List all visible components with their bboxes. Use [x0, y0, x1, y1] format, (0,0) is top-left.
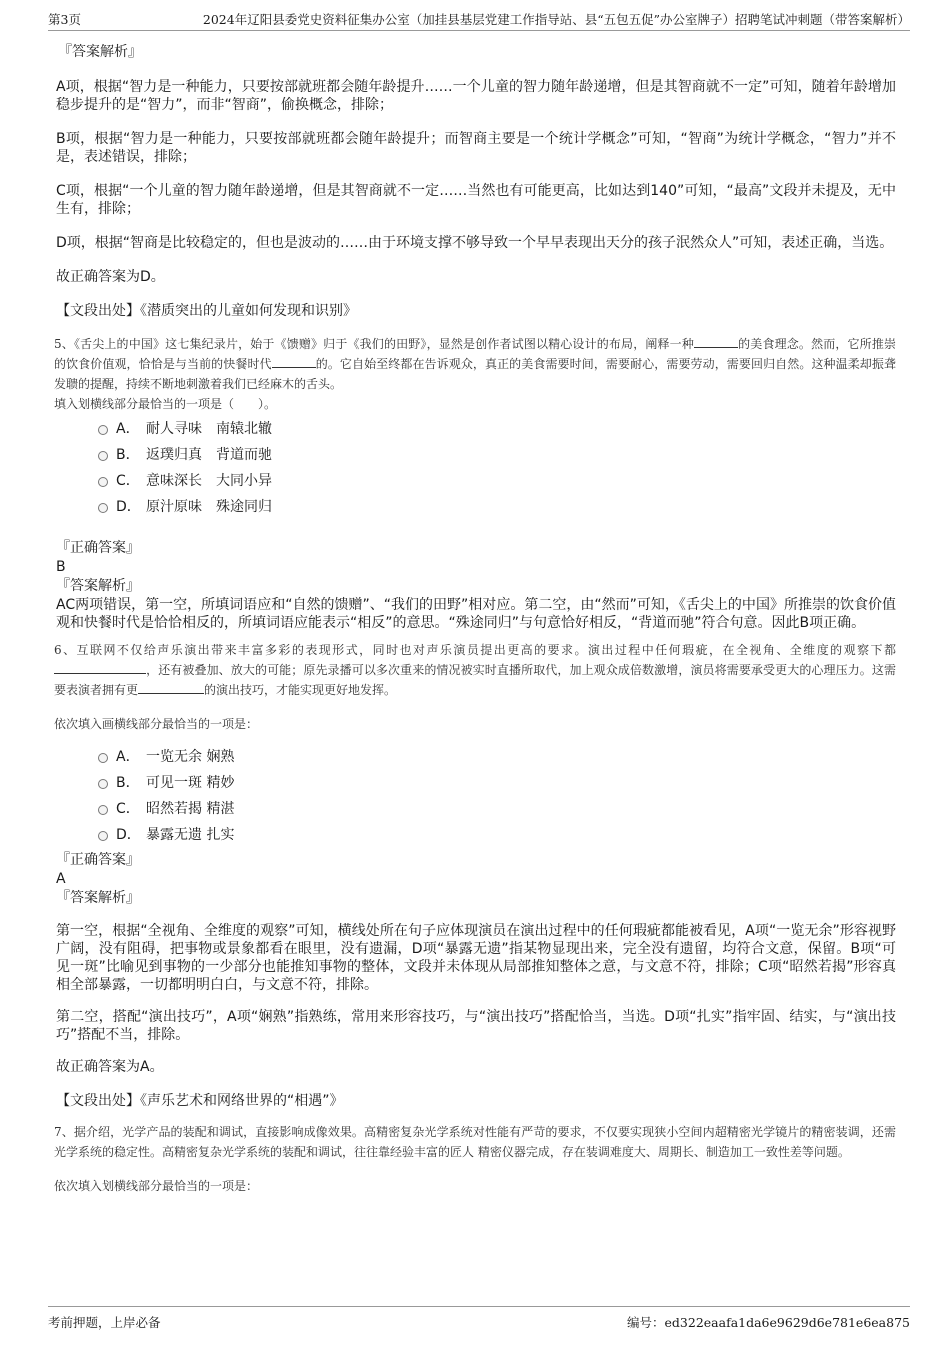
correct-answer: A — [56, 871, 66, 887]
answer-title: 『正确答案』 — [56, 540, 140, 556]
fill-blank — [54, 660, 146, 674]
question-7-prompt: 依次填入划横线部分最恰当的一项是： — [54, 1179, 259, 1193]
radio-button[interactable] — [98, 753, 108, 763]
analysis-paragraph: D项，根据“智商是比较稳定的，但也是波动的……由于环境支撑不够导致一个早早表现出天分的孩子泯然众人”可知，表述正确，当选。 — [56, 235, 894, 251]
question-6-text: 6、互联网不仅给声乐演出带来丰富多彩的表现形式，同时也对声乐演员提出更高的要求。演出过程中任何瑕疵，在全视角、全维度的观察下都，还有被叠加、放大的可能；原先录播可以多次重来的情况被实时直播所取代，加上观众成倍数激增，演员将需要承受更大的心理压力。这需要表演者拥有更 的演出技巧，才能实现更好地发挥。 — [54, 643, 896, 697]
source-citation: 【文段出处】《潜质突出的儿童如何发现和识别》 — [56, 303, 357, 319]
fill-blank — [138, 680, 204, 694]
page-footer — [48, 1306, 910, 1337]
radio-button[interactable] — [98, 805, 108, 815]
conclusion: 故正确答案为A。 — [56, 1059, 164, 1075]
document-title: 2024年辽阳县委党史资料征集办公室（加挂县基层党建工作指导站、县“五包五促”办公室牌子）招聘笔试冲刺题（带答案解析） — [202, 12, 910, 27]
option-b[interactable]: B． 返璞归真 背道而驰 — [56, 442, 896, 468]
footer-slogan: 考前押题，上岸必备 — [48, 1315, 161, 1330]
option-b[interactable]: B． 可见一斑 精妙 — [56, 770, 896, 796]
option-a[interactable]: A． 一览无余 娴熟 — [56, 744, 896, 770]
question-5-options — [56, 416, 896, 520]
document-id: 编号：ed322eaafa1da6e9629d6e781e6ea875 — [627, 1315, 910, 1330]
option-c[interactable]: C． 意味深长 大同小异 — [56, 468, 896, 494]
page-number: 第3页 — [48, 12, 81, 27]
radio-button[interactable] — [98, 425, 108, 435]
correct-answer: B — [56, 559, 66, 575]
radio-button[interactable] — [98, 477, 108, 487]
conclusion: 故正确答案为D。 — [56, 269, 165, 285]
option-c[interactable]: C． 昭然若揭 精湛 — [56, 796, 896, 822]
fill-blank — [694, 334, 738, 348]
page-header — [48, 8, 910, 31]
page-content — [56, 42, 896, 1196]
option-d[interactable]: D． 原汁原味 殊途同归 — [56, 494, 896, 520]
question-6-prompt: 依次填入画横线部分最恰当的一项是： — [54, 717, 259, 731]
analysis-paragraph: C项，根据“一个儿童的智力随年龄递增，但是其智商就不一定……当然也有可能更高，比如达到140”可知，“最高”文段并未提及，无中生有，排除； — [56, 183, 896, 217]
fill-blank — [272, 354, 316, 368]
analysis-paragraph: B项，根据“智力是一种能力，只要按部就班都会随年龄提升；而智商主要是一个统计学概念”可知，“智商”为统计学概念，“智力”并不是，表述错误，排除； — [56, 131, 896, 165]
radio-button[interactable] — [98, 451, 108, 461]
option-d[interactable]: D． 暴露无遗 扎实 — [56, 822, 896, 848]
question-7-text: 7、据介绍，光学产品的装配和调试，直接影响成像效果。高精密复杂光学系统对性能有严苛的要求，不仅要实现狭小空间内超精密光学镜片的精密装调，还需 光学系统的稳定性。高精密复杂光学系统的装配和调试，往往靠经验丰富的匠人 精密仪器完成，存在装调难度大、周期长、制造加工一致性差等问题。 — [54, 1125, 896, 1159]
radio-button[interactable] — [98, 503, 108, 513]
analysis-paragraph: A项，根据“智力是一种能力，只要按部就班都会随年龄提升……一个儿童的智力随年龄递增，但是其智商就不一定”可知，随着年龄增加稳步提升的是“智力”，而非“智商”，偷换概念，排除； — [56, 79, 896, 113]
analysis-title: 『答案解析』 — [58, 44, 142, 60]
answer-title: 『正确答案』 — [56, 852, 140, 868]
analysis-paragraph: AC两项错误，第一空，所填词语应和“自然的馈赠”、“我们的田野”相对应。第二空，由“然而”可知，《舌尖上的中国》所推崇的饮食价值观和快餐时代是恰恰相反的，所填词语应能表示“相反”的意思。“殊途同归”与句意恰好相反，“背道而驰”符合句意。因此B项正确。 — [56, 597, 896, 631]
analysis-paragraph: 第二空，搭配“演出技巧”，A项“娴熟”指熟练，常用来形容技巧，与“演出技巧”搭配恰当，当选。D项“扎实”指牢固、结实，与“演出技巧”搭配不当，排除。 — [56, 1009, 896, 1043]
question-5-prompt: 填入划横线部分最恰当的一项是（ ）。 — [54, 397, 277, 411]
question-6-options — [56, 744, 896, 848]
source-citation: 【文段出处】《声乐艺术和网络世界的“相遇”》 — [56, 1093, 344, 1109]
analysis-title: 『答案解析』 — [56, 578, 140, 594]
question-5-text: 5、《舌尖上的中国》这七集纪录片，始于《馈赠》归于《我们的田野》，显然是创作者试图以精心设计的布局，阐释一种 的美食理念。然而，它所推崇的饮食价值观，恰恰是与当前的快餐时代 的。它自始至终都在告诉观众，真正的美食需要时间，需要耐心，需要劳动，需要回归自然。这种温柔却振聋发聩的提醒，持续不断地刺激着我们已经麻木的舌头。 — [54, 334, 896, 394]
option-a[interactable]: A． 耐人寻味 南辕北辙 — [56, 416, 896, 442]
radio-button[interactable] — [98, 831, 108, 841]
radio-button[interactable] — [98, 779, 108, 789]
analysis-title: 『答案解析』 — [56, 890, 140, 906]
analysis-paragraph: 第一空，根据“全视角、全维度的观察”可知，横线处所在句子应体现演员在演出过程中的任何瑕疵都能被看见，A项“一览无余”形容视野广阔，没有阻碍，把事物或景象都看在眼里，没有遗漏，D项“暴露无遗”指某物显现出来，完全没有遗留，均符合文意，保留。B项“可见一斑”比喻见到事物的一少部分也能推知事物的整体，文段并未体现从局部推知整体之意，与文意不符，排除；C项“昭然若揭”形容真相全部暴露，一切都明明白白，与文意不符，排除。 — [56, 923, 896, 993]
